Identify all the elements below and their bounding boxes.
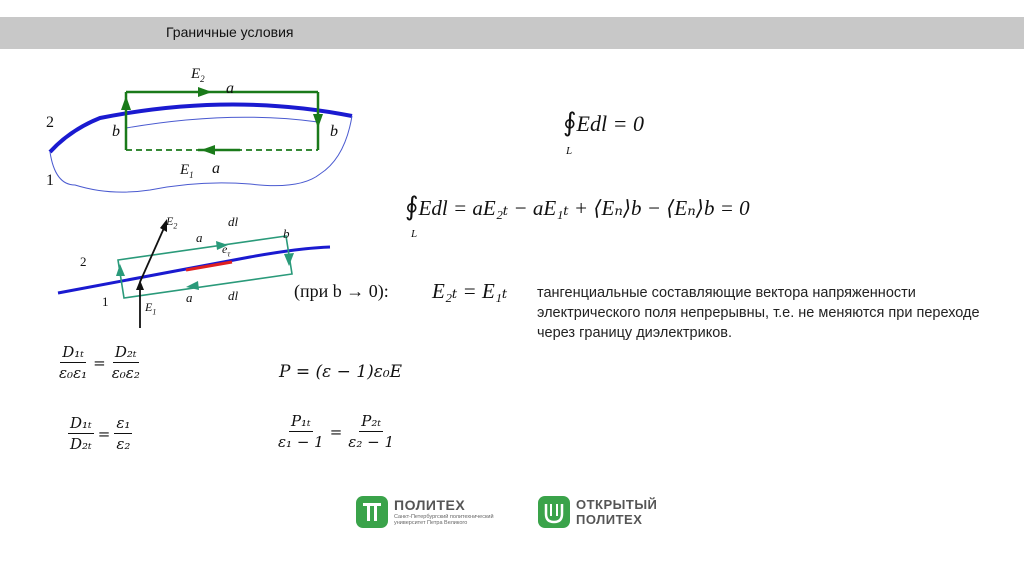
- formula-polarization: P = (ε − 1)ε₀E: [279, 362, 403, 382]
- arrow-contour-left-icon: [116, 264, 125, 276]
- label-dl-bottom: dl: [228, 288, 239, 303]
- label-e2-bottom: $E_2$: [166, 214, 178, 231]
- limit-equation: E₂ₜ = E₁ₜ: [432, 279, 508, 303]
- label-e2-top: $E_2$: [191, 66, 205, 84]
- label-region-1-bottom: 1: [102, 294, 109, 309]
- caption-text: тангенциальные составляющие вектора напряженности электрического поля непрерывны, т.е. не меняются при переходе через границу диэлектриков.: [537, 285, 980, 341]
- label-b-bottom: b: [283, 226, 290, 241]
- circulation-subscript: L: [566, 145, 573, 157]
- open-politech-line2: ПОЛИТЕХ: [576, 512, 643, 527]
- label-region-2-top: 2: [46, 114, 54, 131]
- open-politech-emblem-icon: [538, 496, 570, 528]
- open-politech-logo: [538, 496, 668, 532]
- page-title: Граничные условия: [166, 24, 294, 40]
- label-dl-top: dl: [228, 214, 239, 229]
- formula-p-ratio: $\frac{\text{P₁ₜ}}{\text{ε₁ − 1}}$ = $\frac{\text{P₂ₜ}}{\text{ε₂ − 1}}$: [278, 412, 395, 451]
- label-b-left: b: [112, 123, 120, 140]
- label-region-1-top: 1: [46, 172, 54, 189]
- label-a-bottom-bottom: a: [186, 290, 193, 305]
- limit-condition: (при b → 0):: [294, 281, 389, 301]
- politech-subtitle: Санкт-Петербургский политехнический университет Петра Великого: [394, 514, 494, 526]
- politech-name: ПОЛИТЕХ: [394, 497, 466, 513]
- e1-arrow-icon: [136, 280, 144, 290]
- open-politech-line1: ОТКРЫТЫЙ: [576, 497, 658, 512]
- label-e1-top: $E_1$: [180, 162, 194, 180]
- politech-emblem-icon: [356, 496, 388, 528]
- formula-d-ratio-epsilon: $\frac{\text{D₁ₜ}}{\text{ε₀ε₁}}$ = $\frac{\text{D₂ₜ}}{\text{ε₀ε₂}}$: [59, 343, 140, 382]
- label-a-bottom: a: [212, 160, 220, 177]
- label-e1-bottom: $E_1$: [145, 300, 157, 317]
- label-b-right: b: [330, 123, 338, 140]
- label-unit-vector: $e_\tau$: [222, 242, 231, 259]
- expanded-subscript: L: [411, 228, 418, 240]
- expanded-equation: ∮Edl = aE₂ₜ − aE₁ₜ + ⟨Eₙ⟩b − ⟨Eₙ⟩b = 0: [405, 192, 750, 221]
- label-a-bottom-top: a: [196, 230, 203, 245]
- politech-logo: [356, 496, 496, 532]
- arrow-contour-right-icon: [284, 253, 294, 266]
- label-region-2-bottom: 2: [80, 254, 87, 269]
- formula-d-ratio: $\frac{\text{D₁ₜ}}{\text{D₂ₜ}}$ = $\frac{\text{ε₁}}{\text{ε₂}}$: [70, 414, 131, 453]
- label-a-top: a: [226, 80, 234, 97]
- circulation-equation: ∮Edl = 0: [563, 108, 644, 137]
